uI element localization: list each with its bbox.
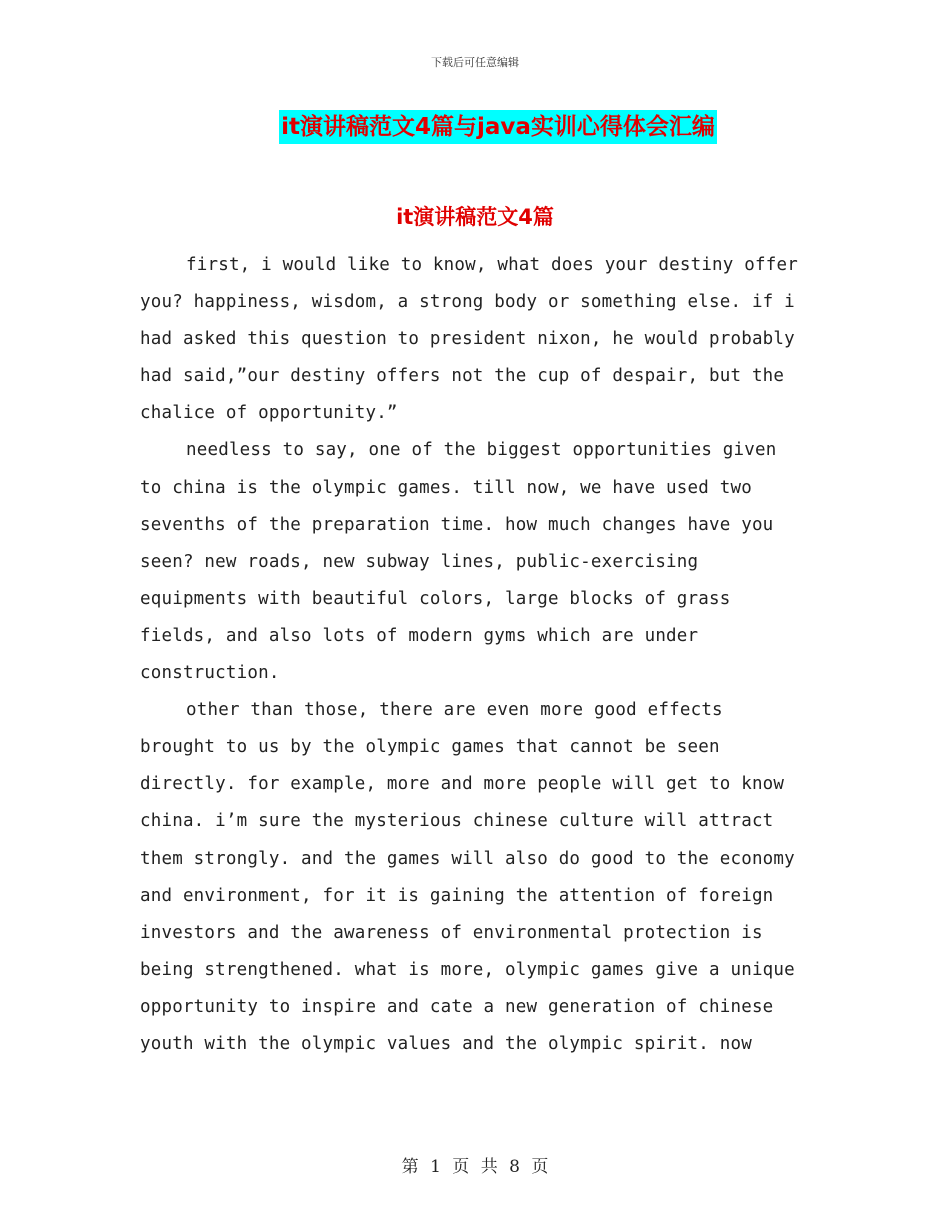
text-line: had said,”our destiny offers not the cup of despair, but the [140, 366, 785, 387]
page-footer: 第 1 页 共 8 页 [401, 1157, 549, 1177]
text-line: being strengthened. what is more, olympic games give a unique [140, 959, 795, 980]
text-line: brought to us by the olympic games that cannot be seen [140, 737, 720, 758]
text-line: china. i’m sure the mysterious chinese culture will attract [140, 811, 774, 832]
text-line: you? happiness, wisdom, a strong body or something else. if i [140, 292, 795, 313]
body-text [140, 247, 820, 1063]
text-line: construction. [140, 663, 280, 684]
main-title-wrap [0, 110, 950, 144]
text-line: opportunity to inspire and cate a new generation of chinese [140, 996, 774, 1017]
text-line: equipments with beautiful colors, large blocks of grass [140, 588, 731, 609]
text-line: other than those, there are even more good effects [186, 700, 723, 721]
main-title: it演讲稿范文4篇与java实训心得体会汇编 [279, 110, 717, 144]
text-line: them strongly. and the games will also do good to the economy [140, 848, 795, 869]
header-note: 下载后可任意编辑 [431, 56, 519, 69]
text-line: needless to say, one of the biggest opportunities given [186, 440, 777, 461]
text-line: directly. for example, more and more people will get to know [140, 774, 785, 795]
text-line: sevenths of the preparation time. how much changes have you [140, 514, 774, 535]
text-line: and environment, for it is gaining the attention of foreign [140, 885, 774, 906]
text-line: first, i would like to know, what does your destiny offer [186, 255, 798, 275]
text-line: fields, and also lots of modern gyms which are under [140, 625, 699, 646]
text-line: to china is the olympic games. till now, we have used two [140, 477, 752, 498]
section-title: it演讲稿范文4篇 [396, 205, 554, 229]
text-line: seen? new roads, new subway lines, public-exercising [140, 551, 699, 572]
text-line: investors and the awareness of environmental protection is [140, 922, 763, 943]
text-line: chalice of opportunity.” [140, 403, 398, 424]
text-line: had asked this question to president nixon, he would probably [140, 329, 795, 350]
text-line: youth with the olympic values and the olympic spirit. now [140, 1033, 752, 1054]
